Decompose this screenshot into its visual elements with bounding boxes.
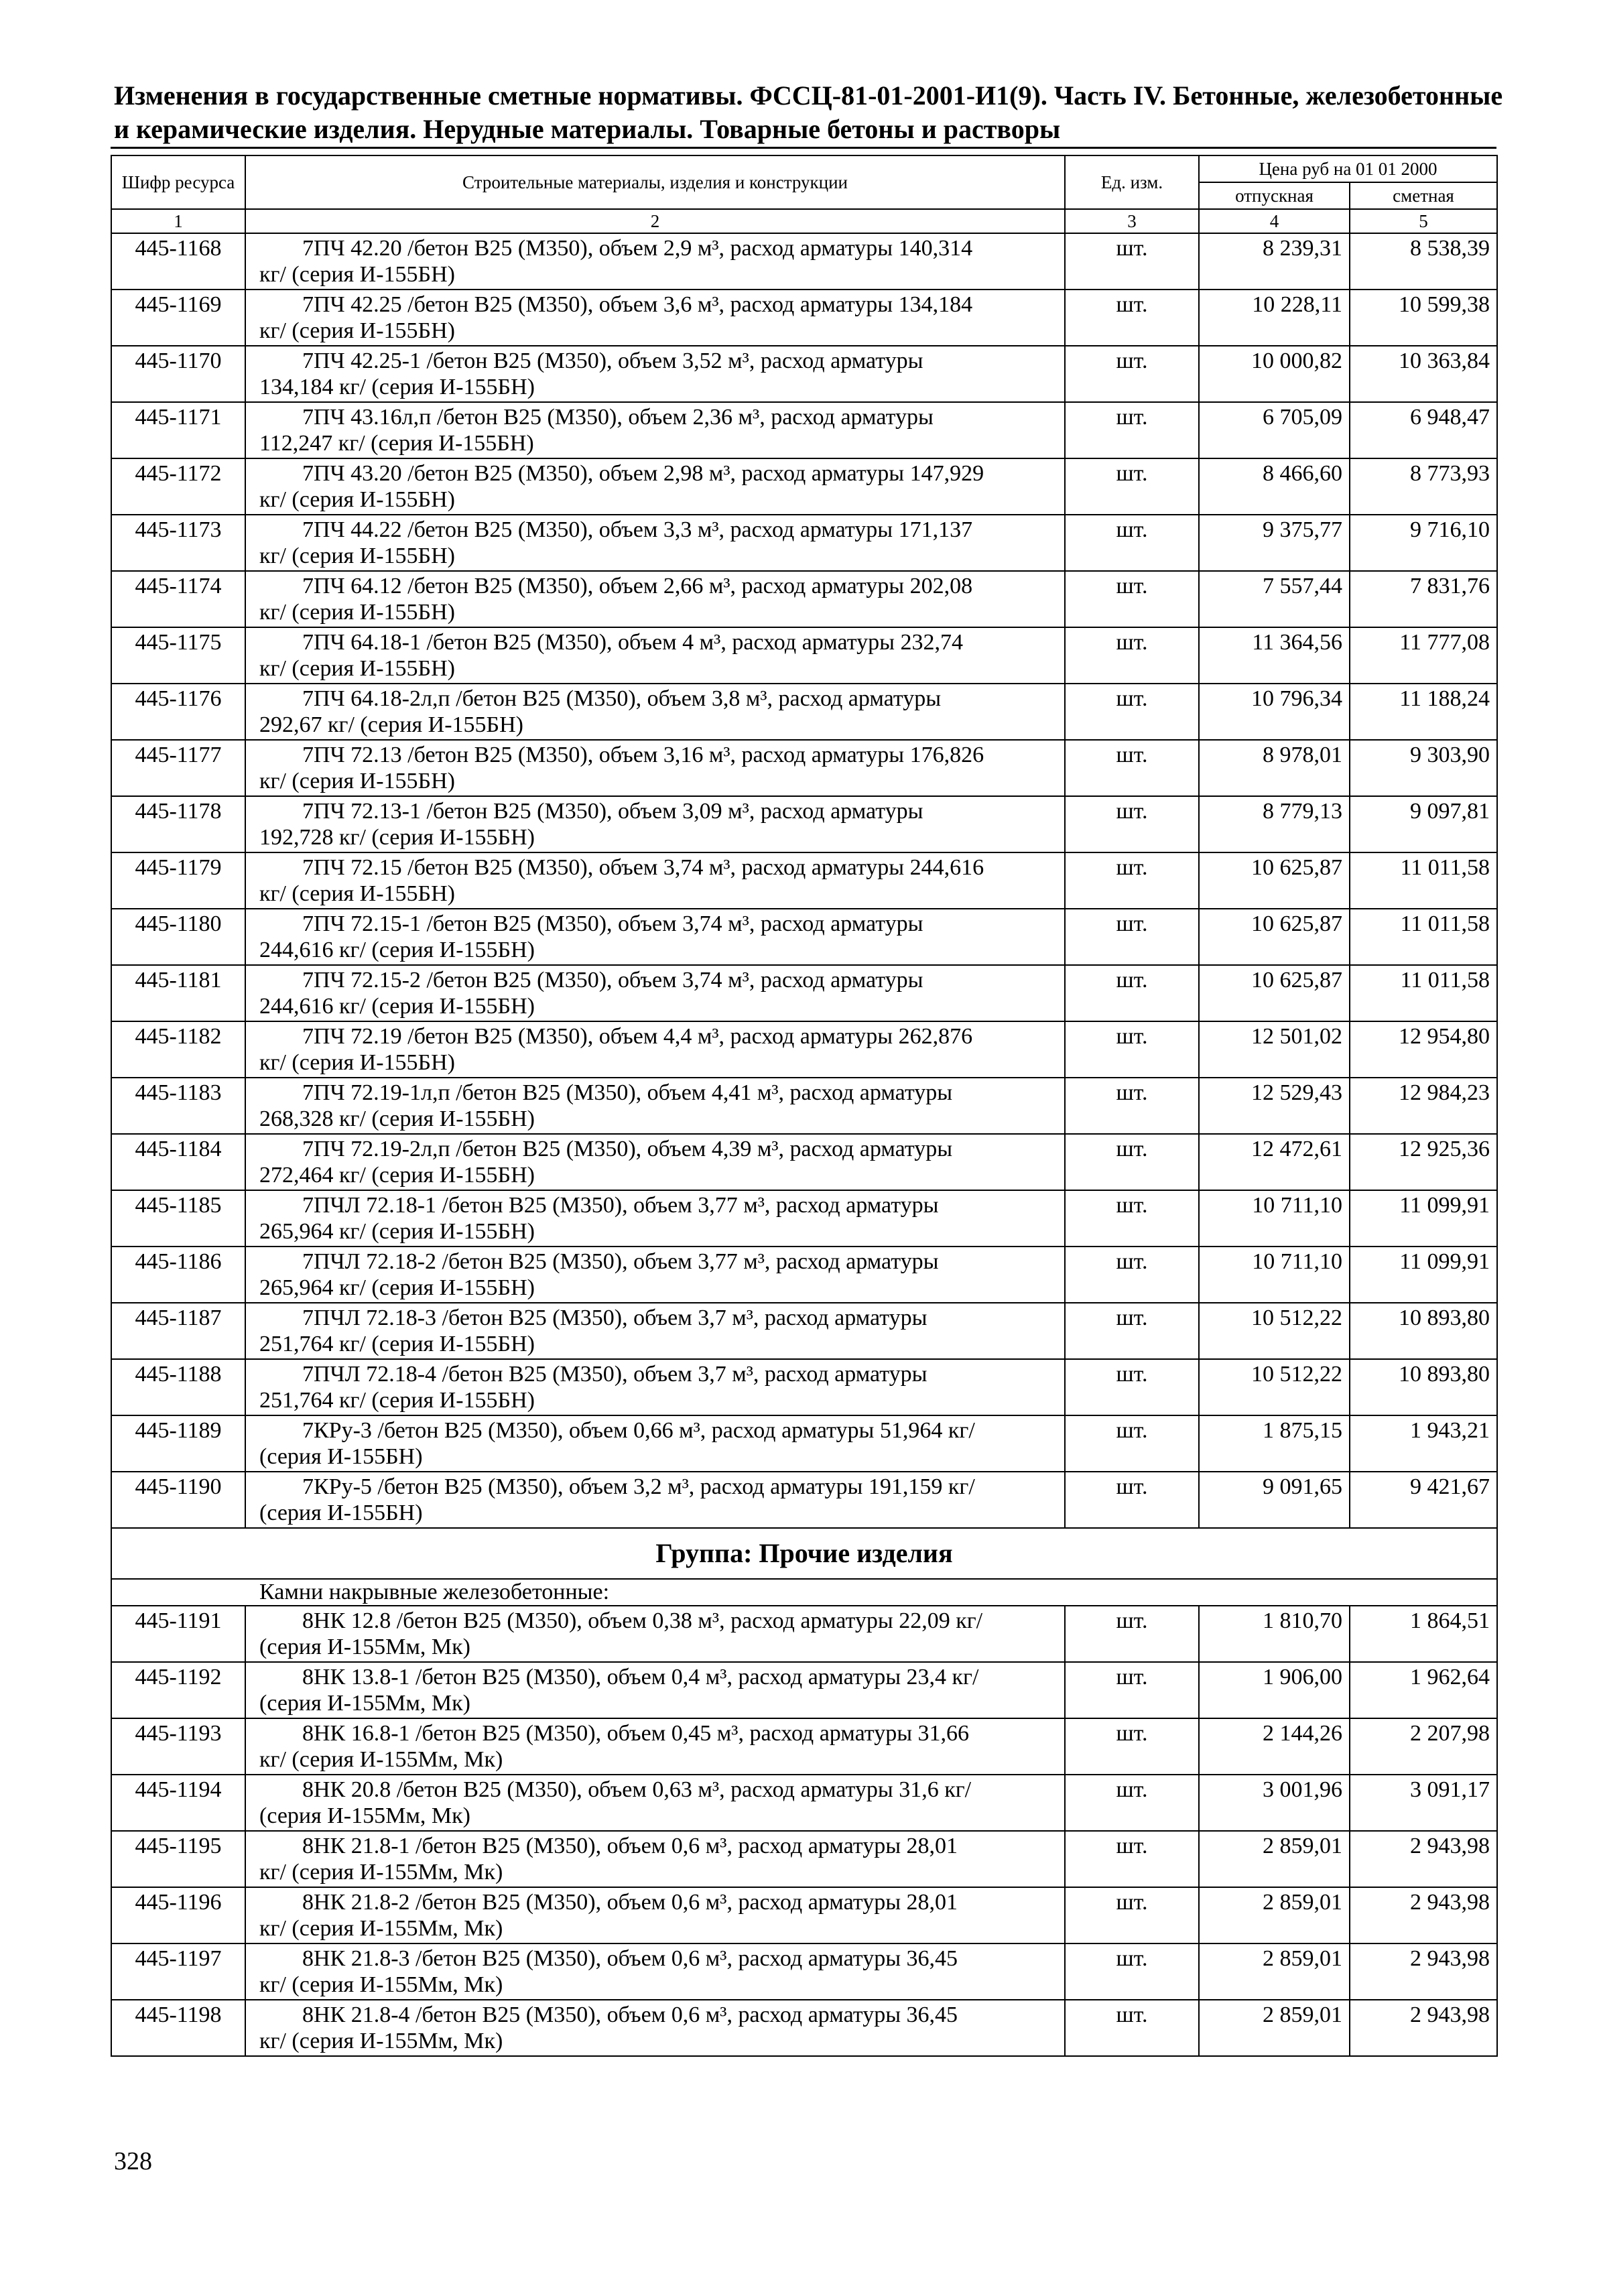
description-line-1: 7ПЧ 72.19 /бетон В25 (М350), объем 4,4 м³, расход арматуры 262,876	[302, 1024, 973, 1049]
resource-code: 445-1192	[111, 1662, 245, 1718]
resource-code: 445-1179	[111, 852, 245, 909]
table-row	[111, 796, 1497, 852]
release-price: 12 529,43	[1199, 1078, 1350, 1134]
release-price: 10 625,87	[1199, 852, 1350, 909]
estimate-price: 3 091,17	[1350, 1775, 1497, 1831]
description-line-1: 8НК 12.8 /бетон В25 (М350), объем 0,38 м³, расход арматуры 22,09 кг/	[302, 1608, 983, 1633]
estimate-price: 1 962,64	[1350, 1662, 1497, 1718]
resource-code: 445-1174	[111, 571, 245, 627]
unit-of-measure: шт.	[1065, 1190, 1199, 1247]
table-row	[111, 1831, 1497, 1887]
description-line-2: 244,616 кг/ (серия И-155БН)	[259, 994, 535, 1019]
description-line-1: 7ПЧЛ 72.18-4 /бетон В25 (М350), объем 3,7 м³, расход арматуры	[302, 1362, 928, 1387]
release-price: 1 906,00	[1199, 1662, 1350, 1718]
table-row	[111, 627, 1497, 684]
table-row	[111, 1718, 1497, 1775]
release-price: 12 472,61	[1199, 1134, 1350, 1190]
material-description	[245, 965, 1065, 1021]
table-row	[111, 402, 1497, 458]
table-row	[111, 1359, 1497, 1415]
unit-of-measure: шт.	[1065, 402, 1199, 458]
resource-code: 445-1169	[111, 290, 245, 346]
estimate-price: 10 363,84	[1350, 346, 1497, 402]
group-title: Группа: Прочие изделия	[111, 1528, 1497, 1579]
material-description	[245, 740, 1065, 796]
description-line-2: (серия И-155Мм, Мк)	[259, 1691, 470, 1716]
description-line-2: 268,328 кг/ (серия И-155БН)	[259, 1106, 535, 1131]
unit-of-measure: шт.	[1065, 1134, 1199, 1190]
unit-of-measure: шт.	[1065, 1021, 1199, 1078]
release-price: 2 859,01	[1199, 2000, 1350, 2056]
description-line-2: 251,764 кг/ (серия И-155БН)	[259, 1332, 535, 1356]
estimate-price: 1 943,21	[1350, 1415, 1497, 1472]
release-price: 8 779,13	[1199, 796, 1350, 852]
release-price: 9 375,77	[1199, 515, 1350, 571]
material-description	[245, 1078, 1065, 1134]
description-line-1: 7ПЧ 43.16л,п /бетон В25 (М350), объем 2,36 м³, расход арматуры	[302, 405, 934, 430]
table-row	[111, 2000, 1497, 2056]
estimate-price: 11 011,58	[1350, 852, 1497, 909]
resource-code: 445-1197	[111, 1943, 245, 2000]
description-line-1: 7ПЧ 44.22 /бетон В25 (М350), объем 3,3 м³, расход арматуры 171,137	[302, 517, 973, 542]
estimate-price: 11 099,91	[1350, 1190, 1497, 1247]
estimate-price: 2 943,98	[1350, 2000, 1497, 2056]
release-price: 2 144,26	[1199, 1718, 1350, 1775]
description-line-2: 112,247 кг/ (серия И-155БН)	[259, 431, 534, 456]
description-line-2: 244,616 кг/ (серия И-155БН)	[259, 938, 535, 962]
description-line-1: 7ПЧЛ 72.18-1 /бетон В25 (М350), объем 3,77 м³, расход арматуры	[302, 1193, 939, 1218]
material-description	[245, 1943, 1065, 2000]
table-row	[111, 1943, 1497, 2000]
unit-of-measure: шт.	[1065, 965, 1199, 1021]
estimate-price: 9 421,67	[1350, 1472, 1497, 1528]
estimate-price: 2 943,98	[1350, 1943, 1497, 2000]
unit-of-measure: шт.	[1065, 740, 1199, 796]
table-body-main	[111, 233, 1497, 1528]
resource-code: 445-1196	[111, 1887, 245, 1943]
description-line-2: 134,184 кг/ (серия И-155БН)	[259, 375, 535, 399]
table-row	[111, 1472, 1497, 1528]
table-row	[111, 515, 1497, 571]
estimate-price: 11 011,58	[1350, 909, 1497, 965]
description-line-1: 8НК 21.8-3 /бетон В25 (М350), объем 0,6 м³, расход арматуры 36,45	[302, 1946, 958, 1971]
release-price: 1 875,15	[1199, 1415, 1350, 1472]
unit-of-measure: шт.	[1065, 1359, 1199, 1415]
unit-of-measure: шт.	[1065, 852, 1199, 909]
resource-code: 445-1187	[111, 1303, 245, 1359]
material-description	[245, 1415, 1065, 1472]
resource-code: 445-1195	[111, 1831, 245, 1887]
resource-code: 445-1184	[111, 1134, 245, 1190]
release-price: 8 978,01	[1199, 740, 1350, 796]
release-price: 2 859,01	[1199, 1887, 1350, 1943]
description-line-1: 7ПЧ 72.15-1 /бетон В25 (М350), объем 3,74 м³, расход арматуры	[302, 911, 923, 936]
page-number: 328	[114, 2147, 152, 2175]
unit-of-measure: шт.	[1065, 1718, 1199, 1775]
column-number: 2	[245, 209, 1065, 233]
material-description	[245, 515, 1065, 571]
release-price: 6 705,09	[1199, 402, 1350, 458]
description-line-2: 251,764 кг/ (серия И-155БН)	[259, 1388, 535, 1413]
unit-of-measure: шт.	[1065, 684, 1199, 740]
estimate-price: 10 893,80	[1350, 1303, 1497, 1359]
resource-code: 445-1180	[111, 909, 245, 965]
release-price: 10 512,22	[1199, 1303, 1350, 1359]
material-description	[245, 1718, 1065, 1775]
header-estimate-price: сметная	[1350, 182, 1497, 209]
resource-code: 445-1189	[111, 1415, 245, 1472]
table-row	[111, 290, 1497, 346]
description-line-2: кг/ (серия И-155БН)	[259, 600, 455, 625]
resource-code: 445-1190	[111, 1472, 245, 1528]
column-number: 1	[111, 209, 245, 233]
material-description	[245, 852, 1065, 909]
title-rule	[111, 147, 1496, 149]
resource-code: 445-1194	[111, 1775, 245, 1831]
description-line-1: 7ПЧ 72.15 /бетон В25 (М350), объем 3,74 м³, расход арматуры 244,616	[302, 855, 984, 880]
material-description	[245, 1190, 1065, 1247]
estimate-price: 7 831,76	[1350, 571, 1497, 627]
release-price: 10 000,82	[1199, 346, 1350, 402]
estimate-price: 10 599,38	[1350, 290, 1497, 346]
description-line-1: 7ПЧ 72.13 /бетон В25 (М350), объем 3,16 м³, расход арматуры 176,826	[302, 743, 984, 767]
release-price: 3 001,96	[1199, 1775, 1350, 1831]
page-title: Изменения в государственные сметные нормативы. ФССЦ-81-01-2001-И1(9). Часть IV. Бетонные, железобетонные и керамические изделия. Нерудные материалы. Товарные бетоны и растворы	[114, 80, 1503, 144]
table-body-other	[111, 1606, 1497, 2056]
material-description	[245, 627, 1065, 684]
estimate-price: 12 925,36	[1350, 1134, 1497, 1190]
description-line-2: (серия И-155БН)	[259, 1444, 423, 1469]
description-line-1: 8НК 21.8-1 /бетон В25 (М350), объем 0,6 м³, расход арматуры 28,01	[302, 1834, 958, 1858]
release-price: 8 466,60	[1199, 458, 1350, 515]
description-line-2: кг/ (серия И-155БН)	[259, 881, 455, 906]
table-row	[111, 1662, 1497, 1718]
release-price: 2 859,01	[1199, 1943, 1350, 2000]
release-price: 9 091,65	[1199, 1472, 1350, 1528]
description-line-1: 7ПЧ 42.20 /бетон В25 (М350), объем 2,9 м³, расход арматуры 140,314	[302, 236, 973, 261]
description-line-2: кг/ (серия И-155Мм, Мк)	[259, 1916, 503, 1941]
table-row	[111, 1247, 1497, 1303]
description-line-2: кг/ (серия И-155БН)	[259, 318, 455, 343]
release-price: 12 501,02	[1199, 1021, 1350, 1078]
description-line-1: 7ПЧ 72.19-1л,п /бетон В25 (М350), объем 4,41 м³, расход арматуры	[302, 1080, 953, 1105]
table-row	[111, 965, 1497, 1021]
unit-of-measure: шт.	[1065, 2000, 1199, 2056]
resource-code: 445-1185	[111, 1190, 245, 1247]
unit-of-measure: шт.	[1065, 458, 1199, 515]
estimate-price: 8 773,93	[1350, 458, 1497, 515]
estimate-price: 9 097,81	[1350, 796, 1497, 852]
description-line-2: 265,964 кг/ (серия И-155БН)	[259, 1275, 535, 1300]
resource-code: 445-1188	[111, 1359, 245, 1415]
description-line-2: кг/ (серия И-155БН)	[259, 656, 455, 681]
material-description	[245, 909, 1065, 965]
description-line-1: 7КРу-3 /бетон В25 (М350), объем 0,66 м³, расход арматуры 51,964 кг/	[302, 1418, 975, 1443]
description-line-1: 7ПЧ 64.12 /бетон В25 (М350), объем 2,66 м³, расход арматуры 202,08	[302, 574, 973, 598]
resource-code: 445-1178	[111, 796, 245, 852]
estimate-price: 10 893,80	[1350, 1359, 1497, 1415]
resource-code: 445-1175	[111, 627, 245, 684]
resource-code: 445-1176	[111, 684, 245, 740]
table-row	[111, 852, 1497, 909]
unit-of-measure: шт.	[1065, 796, 1199, 852]
release-price: 2 859,01	[1199, 1831, 1350, 1887]
release-price: 10 512,22	[1199, 1359, 1350, 1415]
release-price: 7 557,44	[1199, 571, 1350, 627]
release-price: 1 810,70	[1199, 1606, 1350, 1662]
description-line-1: 7ПЧ 42.25-1 /бетон В25 (М350), объем 3,52 м³, расход арматуры	[302, 348, 923, 373]
description-line-2: 272,464 кг/ (серия И-155БН)	[259, 1163, 535, 1188]
release-price: 10 711,10	[1199, 1190, 1350, 1247]
unit-of-measure: шт.	[1065, 290, 1199, 346]
header-name: Строительные материалы, изделия и конструкции	[245, 155, 1065, 209]
table-row	[111, 909, 1497, 965]
header-price-group: Цена руб на 01 01 2000	[1199, 155, 1497, 182]
unit-of-measure: шт.	[1065, 1247, 1199, 1303]
table-row	[111, 458, 1497, 515]
unit-of-measure: шт.	[1065, 1472, 1199, 1528]
estimate-price: 9 303,90	[1350, 740, 1497, 796]
resource-code: 445-1177	[111, 740, 245, 796]
table-row	[111, 1021, 1497, 1078]
unit-of-measure: шт.	[1065, 627, 1199, 684]
material-description	[245, 684, 1065, 740]
description-line-1: 7ПЧ 42.25 /бетон В25 (М350), объем 3,6 м³, расход арматуры 134,184	[302, 292, 973, 317]
description-line-1: 7ПЧ 72.19-2л,п /бетон В25 (М350), объем 4,39 м³, расход арматуры	[302, 1137, 953, 1161]
table-row	[111, 1134, 1497, 1190]
estimate-price: 9 716,10	[1350, 515, 1497, 571]
description-line-2: кг/ (серия И-155Мм, Мк)	[259, 1972, 503, 1997]
description-line-1: 8НК 16.8-1 /бетон В25 (М350), объем 0,45 м³, расход арматуры 31,66	[302, 1721, 970, 1746]
resource-code: 445-1182	[111, 1021, 245, 1078]
table-row	[111, 571, 1497, 627]
subgroup-row	[111, 1579, 1497, 1606]
material-description	[245, 1831, 1065, 1887]
resource-code: 445-1170	[111, 346, 245, 402]
release-price: 10 625,87	[1199, 909, 1350, 965]
column-number: 4	[1199, 209, 1350, 233]
material-description	[245, 1247, 1065, 1303]
unit-of-measure: шт.	[1065, 346, 1199, 402]
description-line-2: 292,67 кг/ (серия И-155БН)	[259, 712, 523, 737]
description-line-2: (серия И-155Мм, Мк)	[259, 1803, 470, 1828]
price-table	[111, 155, 1498, 2057]
unit-of-measure: шт.	[1065, 1303, 1199, 1359]
description-line-2: кг/ (серия И-155Мм, Мк)	[259, 2029, 503, 2053]
estimate-price: 2 943,98	[1350, 1887, 1497, 1943]
description-line-1: 7КРу-5 /бетон В25 (М350), объем 3,2 м³, расход арматуры 191,159 кг/	[302, 1474, 975, 1499]
description-line-2: кг/ (серия И-155БН)	[259, 487, 455, 512]
release-price: 10 796,34	[1199, 684, 1350, 740]
description-line-2: (серия И-155БН)	[259, 1501, 423, 1525]
unit-of-measure: шт.	[1065, 1887, 1199, 1943]
table-row	[111, 233, 1497, 290]
unit-of-measure: шт.	[1065, 1415, 1199, 1472]
description-line-2: кг/ (серия И-155Мм, Мк)	[259, 1860, 503, 1885]
material-description	[245, 233, 1065, 290]
unit-of-measure: шт.	[1065, 1606, 1199, 1662]
material-description	[245, 1359, 1065, 1415]
unit-of-measure: шт.	[1065, 1943, 1199, 2000]
estimate-price: 1 864,51	[1350, 1606, 1497, 1662]
resource-code: 445-1168	[111, 233, 245, 290]
resource-code: 445-1173	[111, 515, 245, 571]
description-line-1: 8НК 13.8-1 /бетон В25 (М350), объем 0,4 м³, расход арматуры 23,4 кг/	[302, 1665, 979, 1689]
description-line-1: 7ПЧЛ 72.18-3 /бетон В25 (М350), объем 3,7 м³, расход арматуры	[302, 1305, 928, 1330]
table-row	[111, 1190, 1497, 1247]
estimate-price: 11 777,08	[1350, 627, 1497, 684]
table-row	[111, 1775, 1497, 1831]
description-line-2: 192,728 кг/ (серия И-155БН)	[259, 825, 535, 850]
table-row	[111, 1606, 1497, 1662]
release-price: 10 228,11	[1199, 290, 1350, 346]
estimate-price: 12 984,23	[1350, 1078, 1497, 1134]
description-line-2: (серия И-155Мм, Мк)	[259, 1635, 470, 1659]
material-description	[245, 1662, 1065, 1718]
material-description	[245, 796, 1065, 852]
resource-code: 445-1193	[111, 1718, 245, 1775]
material-description	[245, 1303, 1065, 1359]
table-body-group	[111, 1528, 1497, 1606]
estimate-price: 6 948,47	[1350, 402, 1497, 458]
table-row	[111, 1415, 1497, 1472]
description-line-2: кг/ (серия И-155БН)	[259, 544, 455, 568]
column-number: 5	[1350, 209, 1497, 233]
release-price: 10 625,87	[1199, 965, 1350, 1021]
material-description	[245, 1775, 1065, 1831]
material-description	[245, 2000, 1065, 2056]
material-description	[245, 458, 1065, 515]
unit-of-measure: шт.	[1065, 571, 1199, 627]
table-row	[111, 1887, 1497, 1943]
material-description	[245, 1606, 1065, 1662]
header-code: Шифр ресурса	[111, 155, 245, 209]
material-description	[245, 346, 1065, 402]
resource-code: 445-1183	[111, 1078, 245, 1134]
estimate-price: 12 954,80	[1350, 1021, 1497, 1078]
table-row	[111, 684, 1497, 740]
estimate-price: 8 538,39	[1350, 233, 1497, 290]
release-price: 11 364,56	[1199, 627, 1350, 684]
description-line-1: 8НК 21.8-2 /бетон В25 (М350), объем 0,6 м³, расход арматуры 28,01	[302, 1890, 958, 1915]
resource-code: 445-1171	[111, 402, 245, 458]
subgroup-title: Камни накрывные железобетонные:	[111, 1579, 1497, 1606]
material-description	[245, 1134, 1065, 1190]
unit-of-measure: шт.	[1065, 1775, 1199, 1831]
column-number: 3	[1065, 209, 1199, 233]
unit-of-measure: шт.	[1065, 515, 1199, 571]
resource-code: 445-1186	[111, 1247, 245, 1303]
table-row	[111, 740, 1497, 796]
material-description	[245, 1021, 1065, 1078]
resource-code: 445-1181	[111, 965, 245, 1021]
unit-of-measure: шт.	[1065, 233, 1199, 290]
estimate-price: 11 188,24	[1350, 684, 1497, 740]
unit-of-measure: шт.	[1065, 909, 1199, 965]
description-line-2: кг/ (серия И-155Мм, Мк)	[259, 1747, 503, 1772]
table-row	[111, 1303, 1497, 1359]
description-line-1: 7ПЧ 72.13-1 /бетон В25 (М350), объем 3,09 м³, расход арматуры	[302, 799, 923, 824]
estimate-price: 2 207,98	[1350, 1718, 1497, 1775]
resource-code: 445-1191	[111, 1606, 245, 1662]
material-description	[245, 290, 1065, 346]
material-description	[245, 402, 1065, 458]
description-line-2: кг/ (серия И-155БН)	[259, 262, 455, 287]
resource-code: 445-1172	[111, 458, 245, 515]
description-line-2: кг/ (серия И-155БН)	[259, 769, 455, 793]
description-line-1: 7ПЧ 43.20 /бетон В25 (М350), объем 2,98 м³, расход арматуры 147,929	[302, 461, 984, 486]
estimate-price: 11 011,58	[1350, 965, 1497, 1021]
resource-code: 445-1198	[111, 2000, 245, 2056]
header-release-price: отпускная	[1199, 182, 1350, 209]
description-line-1: 7ПЧ 64.18-1 /бетон В25 (М350), объем 4 м³, расход арматуры 232,74	[302, 630, 963, 655]
description-line-1: 8НК 20.8 /бетон В25 (М350), объем 0,63 м³, расход арматуры 31,6 кг/	[302, 1777, 972, 1802]
group-row	[111, 1528, 1497, 1579]
header-unit: Ед. изм.	[1065, 155, 1199, 209]
release-price: 10 711,10	[1199, 1247, 1350, 1303]
unit-of-measure: шт.	[1065, 1662, 1199, 1718]
unit-of-measure: шт.	[1065, 1831, 1199, 1887]
estimate-price: 2 943,98	[1350, 1831, 1497, 1887]
material-description	[245, 1887, 1065, 1943]
unit-of-measure: шт.	[1065, 1078, 1199, 1134]
estimate-price: 11 099,91	[1350, 1247, 1497, 1303]
release-price: 8 239,31	[1199, 233, 1350, 290]
description-line-2: 265,964 кг/ (серия И-155БН)	[259, 1219, 535, 1244]
material-description	[245, 1472, 1065, 1528]
material-description	[245, 571, 1065, 627]
description-line-1: 7ПЧ 64.18-2л,п /бетон В25 (М350), объем 3,8 м³, расход арматуры	[302, 686, 942, 711]
description-line-2: кг/ (серия И-155БН)	[259, 1050, 455, 1075]
table-row	[111, 1078, 1497, 1134]
description-line-1: 7ПЧ 72.15-2 /бетон В25 (М350), объем 3,74 м³, расход арматуры	[302, 968, 923, 993]
description-line-1: 7ПЧЛ 72.18-2 /бетон В25 (М350), объем 3,77 м³, расход арматуры	[302, 1249, 939, 1274]
description-line-1: 8НК 21.8-4 /бетон В25 (М350), объем 0,6 м³, расход арматуры 36,45	[302, 2002, 958, 2027]
table-row	[111, 346, 1497, 402]
